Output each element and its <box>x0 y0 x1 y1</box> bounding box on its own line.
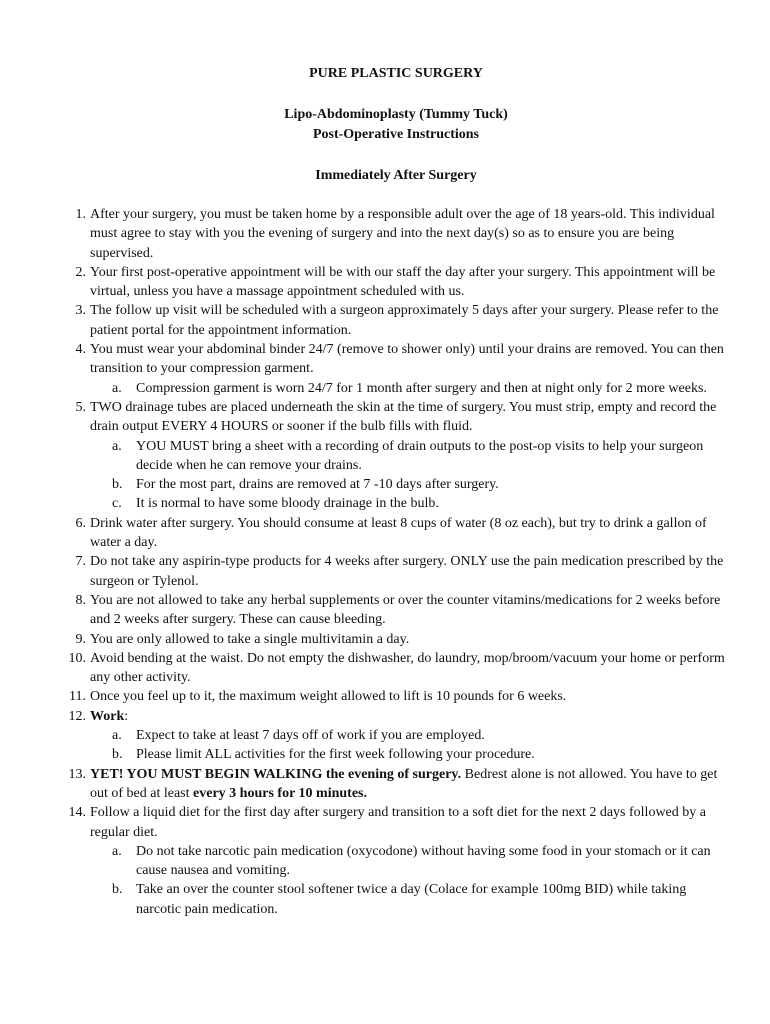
list-item <box>66 649 726 688</box>
sub-list-item <box>90 726 726 745</box>
item-number: 8. <box>75 592 86 608</box>
item-text: After your surgery, you must be taken home by a responsible adult over the age of 18 years-old. This individual must agree to stay with you the evening of surgery and into the next day(s) so as to ensure you are being supervised. <box>90 207 715 261</box>
list-item <box>66 552 726 591</box>
item-text: TWO drainage tubes are placed underneath the skin at the time of surgery. You must strip, empty and record the drain output EVERY 4 HOURS or sooner if the bulb fills with fluid. <box>90 399 717 435</box>
list-item <box>66 707 726 765</box>
sub-item-text: Do not take narcotic pain medication (oxycodone) without having some food in your stomach or it can cause nausea and vomiting. <box>136 843 711 879</box>
item-number: 9. <box>75 631 86 647</box>
sub-item-text: Compression garment is worn 24/7 for 1 month after surgery and then at night only for 2 more weeks. <box>136 380 707 396</box>
list-item <box>66 263 726 302</box>
item-number: 14. <box>68 805 86 821</box>
sub-item-text: It is normal to have some bloody drainage in the bulb. <box>136 496 439 512</box>
list-item <box>66 205 726 263</box>
sub-list-item <box>90 437 726 476</box>
item-number: 3. <box>75 303 86 319</box>
sub-list-item <box>90 494 726 513</box>
list-item <box>66 301 726 340</box>
sub-list-item <box>90 475 726 494</box>
item-number: 2. <box>75 264 86 280</box>
list-item <box>66 765 726 804</box>
item-text: Follow a liquid diet for the first day after surgery and transition to a soft diet for the next 2 days followed by a regular diet. <box>90 805 706 840</box>
item-text: Do not take any aspirin-type products for 4 weeks after surgery. ONLY use the pain medication prescribed by the surgeon or Tylenol. <box>90 554 724 589</box>
sub-item-text: Please limit ALL activities for the first week following your procedure. <box>136 747 535 763</box>
instruction-list <box>66 205 726 919</box>
item-number: 4. <box>75 342 86 358</box>
list-item <box>66 340 726 398</box>
item-text: You must wear your abdominal binder 24/7 (remove to shower only) until your drains are removed. You can then transition to your compression garment. <box>90 342 724 377</box>
sub-list <box>90 379 726 398</box>
item-number: 6. <box>75 515 86 531</box>
item-number: 12. <box>68 708 86 724</box>
item-text: Bedrest alone is not allowed. You have to get out of bed at least <box>90 766 718 801</box>
item-number: 10. <box>68 650 86 666</box>
sub-item-letter: b. <box>112 882 123 898</box>
sub-item-text: Take an over the counter stool softener twice a day (Colace for example 100mg BID) while taking narcotic pain medication. <box>136 882 687 917</box>
document-type: Post-Operative Instructions <box>312 127 480 142</box>
item-text: Once you feel up to it, the maximum weight allowed to lift is 10 pounds for 6 weeks. <box>90 689 567 705</box>
list-item <box>66 803 726 919</box>
item-bold-text: YET! YOU MUST BEGIN WALKING the evening of surgery. <box>90 766 462 782</box>
item-text: : <box>124 708 129 724</box>
list-item <box>66 398 726 514</box>
item-text: You are not allowed to take any herbal supplements or over the counter vitamins/medications for 2 weeks before and 2 weeks after surgery. These can cause bleeding. <box>90 592 721 628</box>
sub-item-text: YOU MUST bring a sheet with a recording of drain outputs to the post-op visits to help your surgeon decide when he can remove your drains. <box>136 438 704 473</box>
sub-list-item <box>90 379 726 398</box>
item-text: Your first post-operative appointment will be with our staff the day after your surgery. This appointment will be virtual, unless you have a massage appointment scheduled with us. <box>90 264 716 300</box>
practice-name: PURE PLASTIC SURGERY <box>309 66 483 81</box>
section-heading: Immediately After Surgery <box>315 168 477 183</box>
item-number: 11. <box>69 689 86 705</box>
sub-item-text: For the most part, drains are removed at 7 -10 days after surgery. <box>136 477 499 493</box>
list-item <box>66 514 726 553</box>
item-number: 5. <box>75 399 86 415</box>
sub-item-text: Expect to take at least 7 days off of work if you are employed. <box>136 728 485 744</box>
item-bold-text-2: every 3 hours for 10 minutes. <box>193 785 367 801</box>
sub-list <box>90 726 726 765</box>
item-text: The follow up visit will be scheduled with a surgeon approximately 5 days after your surgery. Please refer to the patient portal for the appointment information. <box>90 303 719 338</box>
sub-item-letter: a. <box>112 438 122 454</box>
sub-list <box>90 437 726 514</box>
sub-item-letter: c. <box>112 496 122 512</box>
list-item <box>66 630 726 649</box>
sub-item-letter: a. <box>112 380 122 396</box>
item-text: Avoid bending at the waist. Do not empty the dishwasher, do laundry, mop/broom/vacuum your home or perform any other activity. <box>90 650 725 686</box>
list-item <box>66 591 726 630</box>
item-number: 7. <box>75 554 86 570</box>
item-text: You are only allowed to take a single multivitamin a day. <box>90 631 410 647</box>
sub-list-item <box>90 745 726 764</box>
sub-item-letter: b. <box>112 477 123 493</box>
sub-item-letter: a. <box>112 843 122 859</box>
procedure-title: Lipo-Abdominoplasty (Tummy Tuck) <box>284 107 508 122</box>
item-text: Drink water after surgery. You should consume at least 8 cups of water (8 oz each), but try to drink a gallon of water a day. <box>90 515 707 551</box>
sub-item-letter: a. <box>112 728 122 744</box>
sub-list-item <box>90 880 726 919</box>
sub-item-letter: b. <box>112 747 123 763</box>
list-item <box>66 687 726 706</box>
item-bold-text: Work <box>90 708 125 724</box>
sub-list-item <box>90 842 726 881</box>
sub-list <box>90 842 726 919</box>
item-number: 13. <box>68 766 86 782</box>
item-number: 1. <box>75 207 86 222</box>
